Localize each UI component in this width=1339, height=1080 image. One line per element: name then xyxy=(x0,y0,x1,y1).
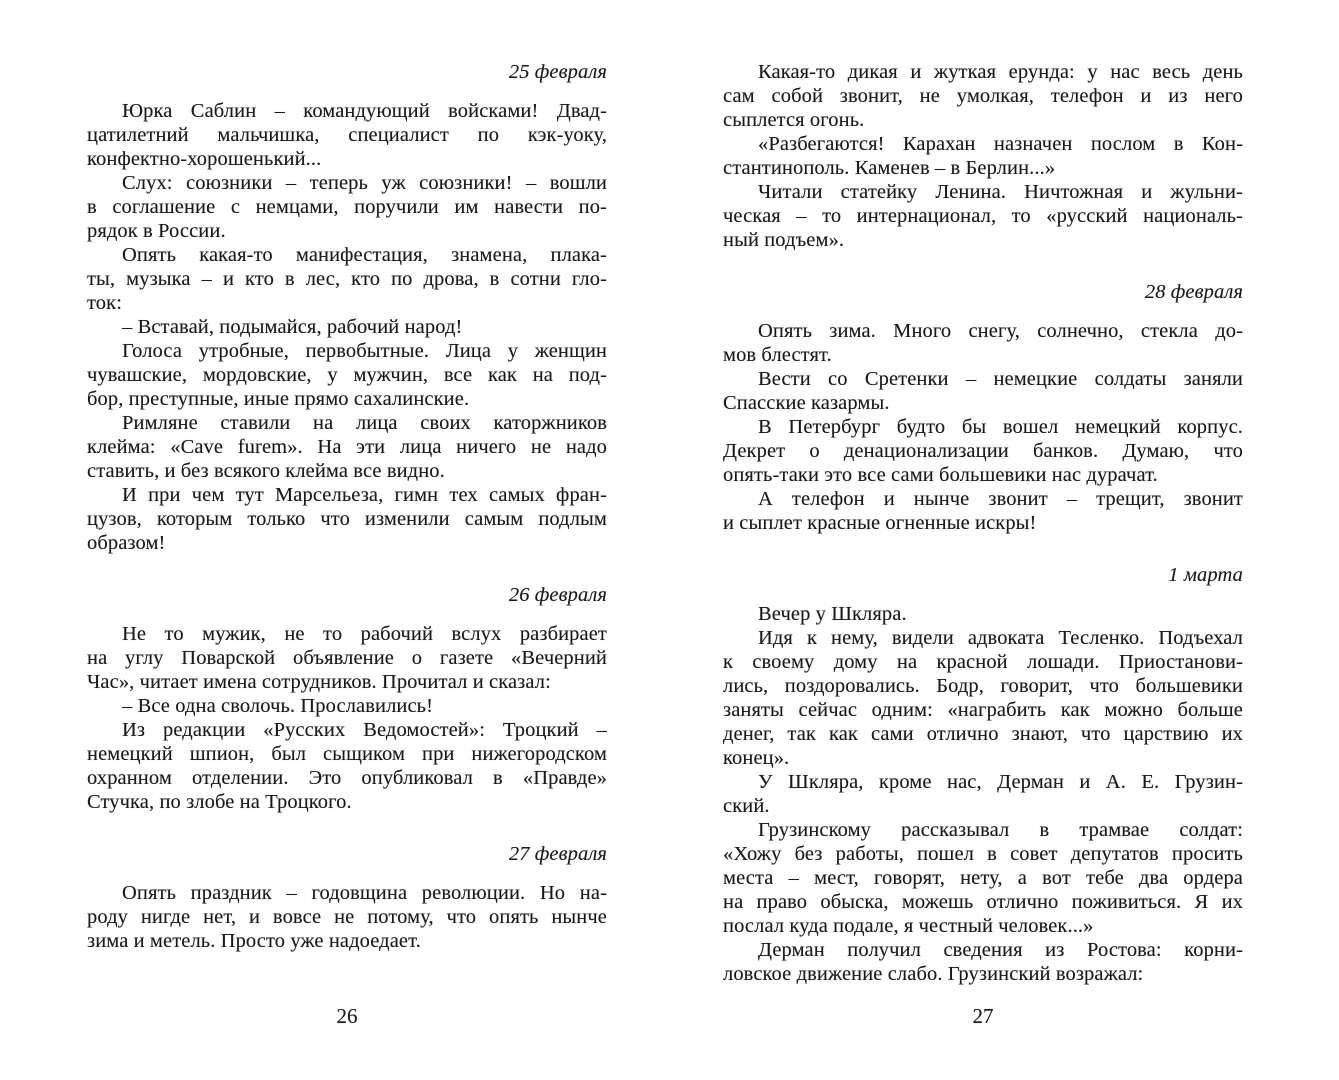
text-line: А телефон и нынче звонит – трещит, звонит xyxy=(758,488,1243,510)
text-line: конец». xyxy=(723,747,790,769)
text-line: ток: xyxy=(87,292,122,314)
page-right-content xyxy=(723,60,1243,986)
text-line: Римляне ставили на лица своих каторжников xyxy=(122,412,607,434)
text-line: Слух: союзники – теперь уж союзники! – вошли xyxy=(122,172,607,194)
text-line: Идя к нему, видели адвоката Тесленко. Подъехал xyxy=(758,627,1243,649)
text-line: образом! xyxy=(87,532,166,554)
text-line: ческая – то интернационал, то «русский националь- xyxy=(723,205,1243,227)
text-line: места – мест, говорят, нету, а вот тебе два ордера xyxy=(723,867,1243,889)
text-line: И при чем тут Марсельеза, гимн тех самых фран- xyxy=(122,484,607,506)
page-left-content xyxy=(87,60,607,953)
text-line: послал куда подале, я честный человек...» xyxy=(723,915,1094,937)
text-line: Читали статейку Ленина. Ничтожная и жульни- xyxy=(758,181,1243,203)
text-line: зима и метель. Просто уже надоедает. xyxy=(87,930,421,952)
text-line: Вести со Сретенки – немецкие солдаты заняли xyxy=(758,368,1243,390)
text-line: Юрка Саблин – командующий войсками! Двад- xyxy=(122,100,607,122)
text-line: в соглашение с немцами, поручили им навести по- xyxy=(87,196,607,218)
text-line: ловское движение слабо. Грузинский возражал: xyxy=(723,963,1144,985)
page-left xyxy=(0,0,669,1080)
text-line: Спасские казармы. xyxy=(723,392,890,414)
text-line: чувашские, мордовские, у мужчин, все как на под- xyxy=(87,364,607,386)
page-number-left: 26 xyxy=(336,1004,358,1028)
date-heading: 27 февраля xyxy=(508,843,607,865)
text-line: ский. xyxy=(723,795,770,817)
text-line: сыплется огонь. xyxy=(723,109,865,131)
page-right xyxy=(669,0,1339,1080)
text-line: Опять зима. Много снегу, солнечно, стекла до- xyxy=(758,320,1243,342)
text-line: ный подъем». xyxy=(723,229,845,251)
text-line: конфектно-хорошенький... xyxy=(87,148,322,170)
text-line: «Хожу без работы, пошел в совет депутатов просить xyxy=(723,843,1243,865)
text-line: стантинополь. Каменев – в Берлин...» xyxy=(723,157,1056,179)
text-line: на углу Поварской объявление о газете «Вечерний xyxy=(87,647,607,669)
text-line: Какая-то дикая и жуткая ерунда: у нас весь день xyxy=(758,61,1243,83)
text-line: немецкий шпион, был сыщиком при нижегородском xyxy=(87,743,607,765)
text-line: Стучка, по злобе на Троцкого. xyxy=(87,791,352,813)
text-line: Дерман получил сведения из Ростова: корни- xyxy=(758,939,1243,961)
page-number-right: 27 xyxy=(972,1004,994,1028)
text-line: рядок в России. xyxy=(87,220,226,242)
text-line: сам собой звонит, не умолкая, телефон и из него xyxy=(723,85,1243,107)
text-line: заняты сейчас одним: «награбить как можно больше xyxy=(723,699,1243,721)
text-line: Из редакции «Русских Ведомостей»: Троцкий – xyxy=(122,719,607,741)
date-heading: 28 февраля xyxy=(1144,281,1243,303)
text-line: к своему дому на красной лошади. Приостанови- xyxy=(723,651,1243,673)
date-heading: 1 марта xyxy=(1168,564,1243,586)
text-line: – Все одна сволочь. Прославились! xyxy=(122,695,434,717)
text-line: Опять праздник – годовщина революции. Но на- xyxy=(122,882,607,904)
text-line: Не то мужик, не то рабочий вслух разбирает xyxy=(122,623,607,645)
text-line: на право обыска, можешь отлично поживиться. Я их xyxy=(723,891,1243,913)
date-heading: 25 февраля xyxy=(508,61,607,83)
text-line: охранном отделении. Это опубликовал в «Правде» xyxy=(87,767,607,789)
text-line: Час», читает имена сотрудников. Прочитал и сказал: xyxy=(87,671,551,693)
text-line: мов блестят. xyxy=(723,344,832,366)
text-line: роду нигде нет, и вовсе не потому, что опять нынче xyxy=(87,906,607,928)
text-line: – Вставай, подымайся, рабочий народ! xyxy=(122,316,463,338)
text-line: ставить, и без всякого клейма все видно. xyxy=(87,460,445,482)
text-line: «Разбегаются! Карахан назначен послом в Кон- xyxy=(758,133,1243,155)
text-line: Опять какая-то манифестация, знамена, плака- xyxy=(122,244,607,266)
text-line: Вечер у Шкляра. xyxy=(758,603,907,625)
text-line: В Петербург будто бы вошел немецкий корпус. xyxy=(758,416,1243,438)
text-line: Голоса утробные, первобытные. Лица у женщин xyxy=(122,340,607,362)
text-line: ты, музыка – и кто в лес, кто по дрова, в сотни гло- xyxy=(87,268,607,290)
text-line: цатилетний мальчишка, специалист по кэк-уоку, xyxy=(87,124,607,146)
text-line: Грузинскому рассказывал в трамвае солдат: xyxy=(758,819,1243,841)
text-line: бор, преступные, иные прямо сахалинские. xyxy=(87,388,470,410)
text-line: денег, так как сами отлично знают, что царствию их xyxy=(723,723,1243,745)
text-line: Декрет о денационализации банков. Думаю, что xyxy=(723,440,1243,462)
date-heading: 26 февраля xyxy=(508,584,607,606)
text-line: цузов, которым только что изменили самым подлым xyxy=(87,508,607,530)
text-line: и сыплет красные огненные искры! xyxy=(723,512,1037,534)
text-line: лись, поздоровались. Бодр, говорит, что большевики xyxy=(723,675,1243,697)
text-line: клейма: «Cave furem». На эти лица ничего не надо xyxy=(87,436,607,458)
text-line: опять-таки это все сами большевики нас дурачат. xyxy=(723,464,1158,486)
text-line: У Шкляра, кроме нас, Дерман и А. Е. Грузин- xyxy=(758,771,1243,793)
